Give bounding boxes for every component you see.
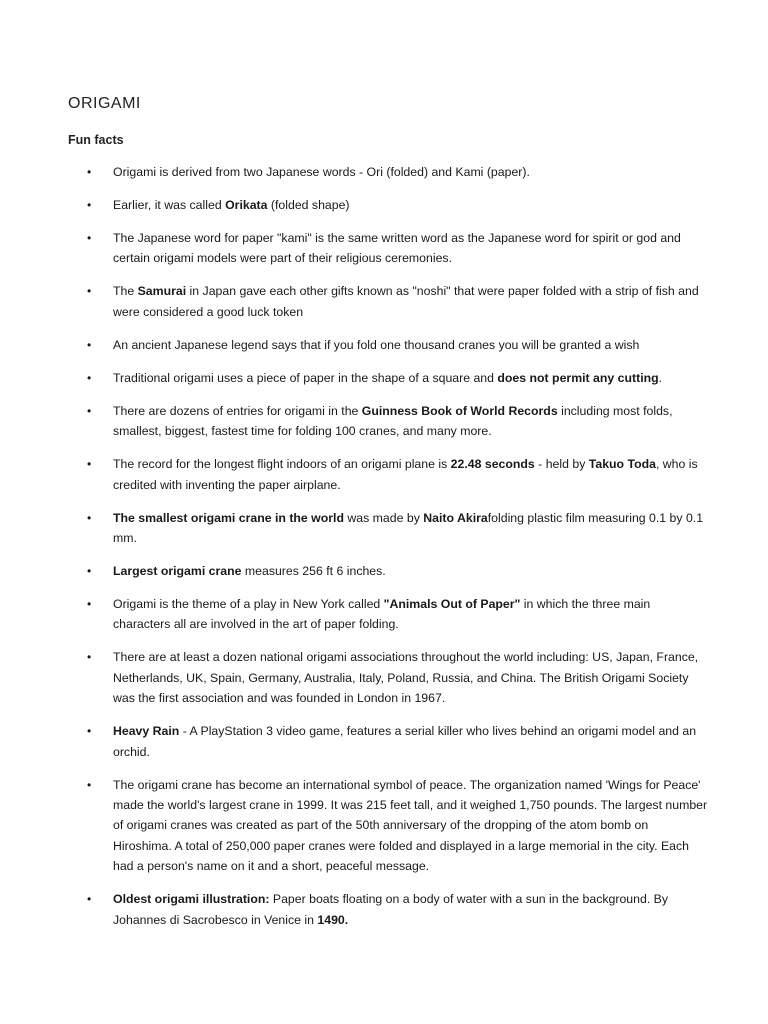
fact-text-run: in Japan gave each other gifts known as "noshi" that were paper folded with a strip of fish and were considered a good luck token xyxy=(113,284,699,319)
fact-text-bold: Samurai xyxy=(137,284,187,299)
fact-text-run: The xyxy=(113,284,138,299)
fact-text-run: including most folds, smallest, biggest, fastest time for folding 100 cranes, and many more. xyxy=(113,403,673,439)
fact-text-run: An ancient Japanese legend says that if you fold one thousand cranes you will be granted a wish xyxy=(113,337,640,352)
list-item xyxy=(68,195,708,215)
fact-text-bold: 1490. xyxy=(317,912,349,927)
list-item xyxy=(68,228,708,269)
list-item xyxy=(68,454,708,495)
page-title: ORIGAMI xyxy=(68,95,141,112)
fact-text-run: in which the three main characters all are involved in the art of paper folding. xyxy=(113,597,651,632)
fact-text-run: was made by xyxy=(343,510,424,525)
fact-text-run: folding plastic film measuring 0.1 by 0.1 mm. xyxy=(113,510,704,546)
fact-text-bold: Orikata xyxy=(225,198,268,212)
fact-text-run: - held by xyxy=(534,457,589,472)
fact-text xyxy=(113,650,698,705)
fact-text xyxy=(113,597,650,631)
fact-text-bold: Heavy Rain xyxy=(113,724,180,739)
fact-text-run: measures 256 ft 6 inches. xyxy=(241,564,386,579)
fact-text xyxy=(113,338,639,352)
bullet-icon: • xyxy=(87,724,92,739)
fact-text xyxy=(113,231,681,265)
fact-text-bold: The smallest origami crane in the world xyxy=(113,510,344,525)
fact-text-bold: Oldest origami illustration: xyxy=(113,892,270,907)
fact-text-run: Origami is the theme of a play in New York called xyxy=(113,597,384,612)
bullet-icon: • xyxy=(87,892,92,907)
bullet-icon: • xyxy=(87,284,92,299)
fact-text xyxy=(113,892,668,926)
fact-text-bold: Naito Akira xyxy=(423,510,488,525)
fact-text-run: The origami crane has become an international symbol of peace. The organization named 'Wings for Peace' made the world's largest crane in 1999. It was 215 feet tall, and it weighed 1,750 pounds. The largest number of origami cranes was created as part of the 50th anniversary of the dropping of the atom bomb on Hiroshima. A total of 250,000 paper cranes were folded and displayed in a large memorial in the city. Each had a person's name on it and a short, peaceful message. xyxy=(113,777,708,874)
list-item xyxy=(68,368,708,388)
fact-text-run: Paper boats floating on a body of water with a sun in the background. By Johannes di Sacrobesco in Venice in xyxy=(113,892,669,927)
fact-text-run: There are at least a dozen national origami associations throughout the world including: US, Japan, France, Netherlands, UK, Spain, Germany, Australia, Italy, Poland, Russia, and China. The British Origami Society was the first association and was founded in London in 1967. xyxy=(113,650,699,706)
bullet-icon: • xyxy=(87,198,92,212)
bullet-icon: • xyxy=(87,231,92,245)
fact-text xyxy=(113,511,703,545)
fact-text-bold: Takuo Toda xyxy=(588,457,656,472)
bullet-icon: • xyxy=(87,564,92,579)
bullet-icon: • xyxy=(87,370,92,385)
list-item xyxy=(68,508,708,549)
fact-text xyxy=(113,564,386,578)
list-item xyxy=(68,721,708,762)
fact-text-run: . xyxy=(658,370,663,385)
list-item xyxy=(68,594,708,635)
fact-text xyxy=(113,457,698,491)
fact-text-run: Earlier, it was called xyxy=(113,198,226,212)
bullet-icon: • xyxy=(87,510,92,525)
bullet-icon: • xyxy=(87,457,92,472)
bullet-icon: • xyxy=(87,777,92,792)
fact-text xyxy=(113,165,530,179)
bullet-icon: • xyxy=(87,165,92,179)
list-item xyxy=(68,561,708,581)
fact-text-run: - A PlayStation 3 video game, features a serial killer who lives behind an origami model and an orchid. xyxy=(113,724,697,759)
bullet-icon: • xyxy=(87,337,92,352)
fact-text-run: Traditional origami uses a piece of paper in the shape of a square and xyxy=(113,370,498,385)
list-item xyxy=(68,401,708,442)
fact-text xyxy=(113,778,707,874)
fun-facts-list xyxy=(68,162,708,943)
fact-text-run: (folded shape) xyxy=(267,198,350,212)
fact-text xyxy=(113,198,350,212)
bullet-icon: • xyxy=(87,650,92,665)
fact-text-bold: Guinness Book of World Records xyxy=(361,403,558,418)
section-heading: Fun facts xyxy=(68,133,124,147)
list-item xyxy=(68,281,708,322)
list-item xyxy=(68,335,708,355)
bullet-icon: • xyxy=(87,597,92,612)
fact-text-run: The record for the longest flight indoors of an origami plane is xyxy=(113,457,451,472)
fact-text-run: The Japanese word for paper "kami" is the same written word as the Japanese word for spirit or god and certain origami models were part of their religious ceremonies. xyxy=(113,231,681,266)
fact-text xyxy=(113,284,699,318)
fact-text xyxy=(113,371,662,385)
fact-text-run: Origami is derived from two Japanese words - Ori (folded) and Kami (paper). xyxy=(113,165,530,179)
fact-text xyxy=(113,724,696,758)
fact-text-bold: "Animals Out of Paper" xyxy=(383,597,521,612)
list-item xyxy=(68,647,708,708)
fact-text-bold: 22.48 seconds xyxy=(450,457,535,472)
list-item xyxy=(68,889,708,930)
fact-text-run: , who is credited with inventing the paper airplane. xyxy=(113,457,698,492)
fact-text-bold: does not permit any cutting xyxy=(497,370,659,385)
list-item xyxy=(68,775,708,877)
list-item xyxy=(68,162,708,182)
bullet-icon: • xyxy=(87,403,92,418)
fact-text xyxy=(113,404,673,438)
fact-text-run: There are dozens of entries for origami in the xyxy=(113,403,362,418)
fact-text-bold: Largest origami crane xyxy=(113,564,242,579)
